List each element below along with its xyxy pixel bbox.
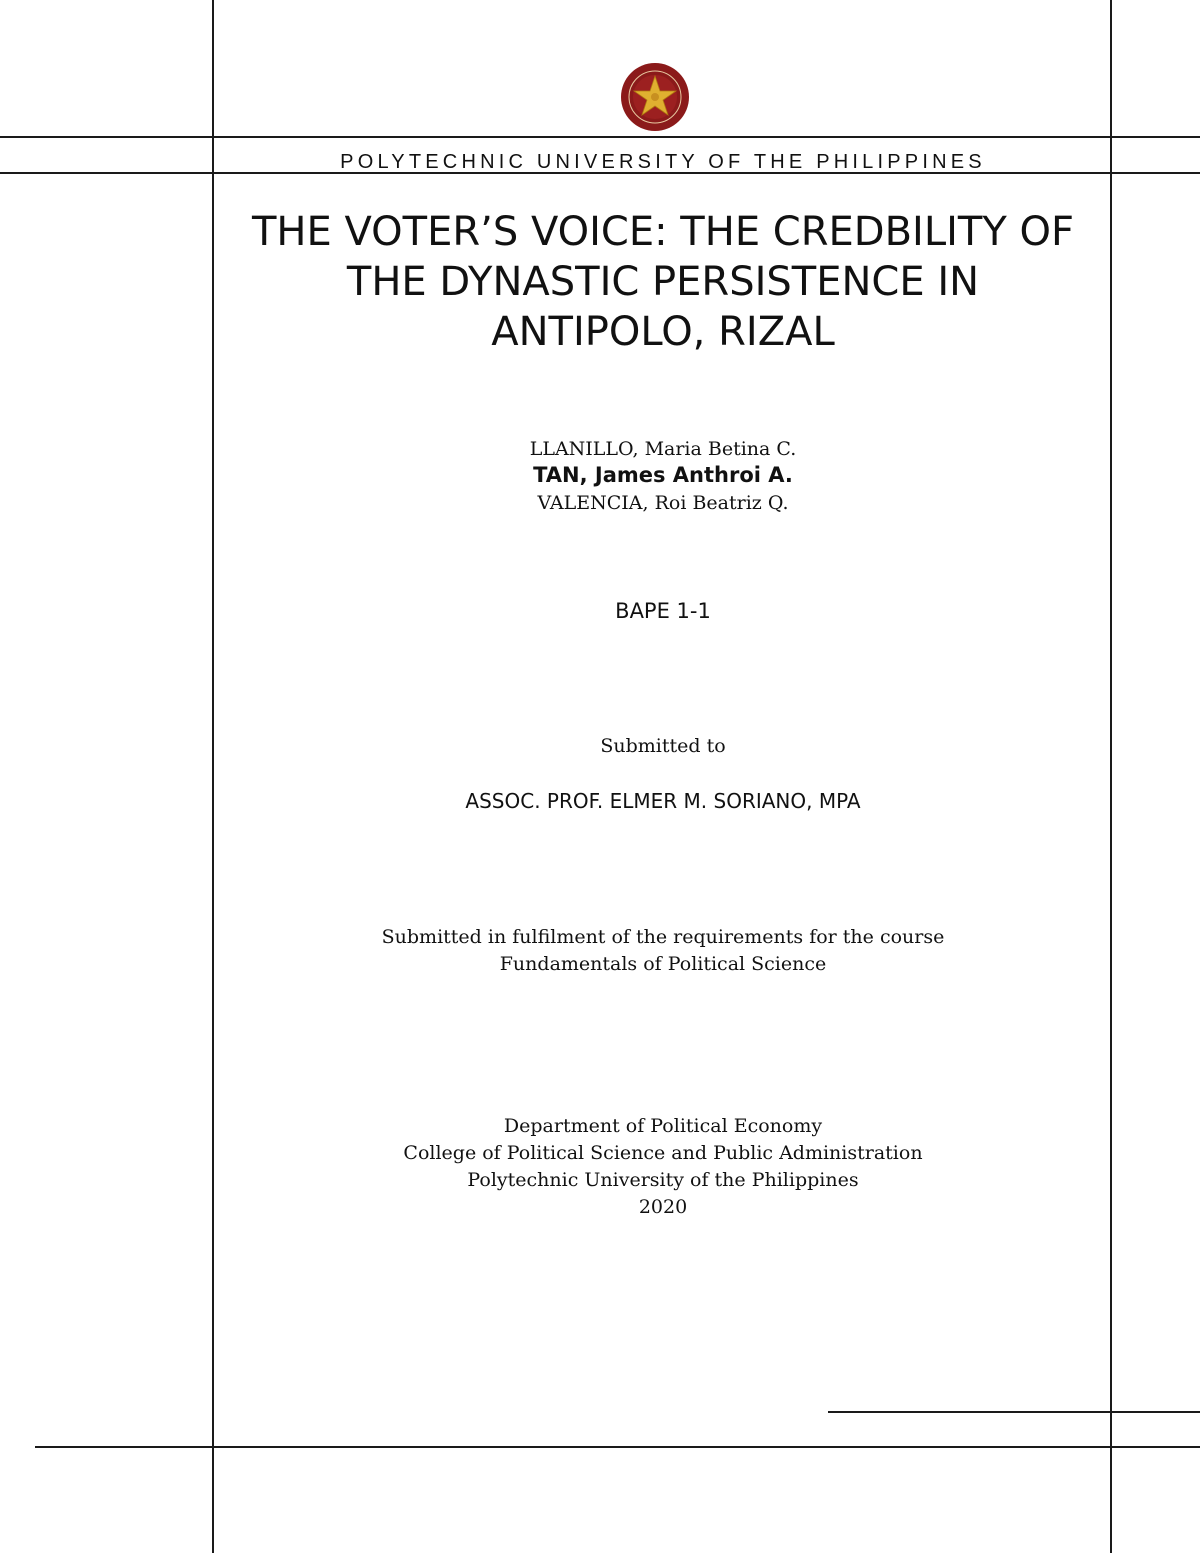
section-code: BAPE 1-1 bbox=[615, 599, 711, 623]
signature-rule bbox=[828, 1411, 1200, 1413]
bottom-horizontal-rule bbox=[35, 1446, 1200, 1448]
fulfilment-line: Submitted in fulfilment of the requirements for the course bbox=[381, 926, 945, 948]
author-name: VALENCIA, Roi Beatriz Q. bbox=[537, 492, 789, 514]
submitted-to-label: Submitted to bbox=[600, 735, 726, 757]
university-name-footer: Polytechnic University of the Philippines bbox=[467, 1169, 859, 1191]
department-name: Department of Political Economy bbox=[503, 1115, 823, 1137]
top-horizontal-rule-upper bbox=[0, 136, 1200, 138]
fulfilment-line: Fundamentals of Political Science bbox=[499, 953, 827, 975]
professor-name: ASSOC. PROF. ELMER M. SORIANO, MPA bbox=[465, 789, 861, 813]
institution-block bbox=[214, 1113, 1112, 1221]
university-seal-icon bbox=[620, 62, 690, 132]
paper-title bbox=[214, 207, 1112, 357]
year: 2020 bbox=[638, 1196, 688, 1218]
title-line: THE VOTER’S VOICE: THE CREDBILITY OF bbox=[252, 209, 1074, 255]
fulfilment-statement bbox=[214, 924, 1112, 978]
university-name: POLYTECHNIC UNIVERSITY OF THE PHILIPPINES bbox=[340, 151, 986, 173]
college-name: College of Political Science and Public Administration bbox=[403, 1142, 923, 1164]
author-name: LLANILLO, Maria Betina C. bbox=[529, 438, 797, 460]
title-line: THE DYNASTIC PERSISTENCE IN bbox=[346, 259, 980, 305]
author-name: TAN, James Anthroi A. bbox=[533, 463, 793, 487]
title-line: ANTIPOLO, RIZAL bbox=[491, 309, 835, 355]
